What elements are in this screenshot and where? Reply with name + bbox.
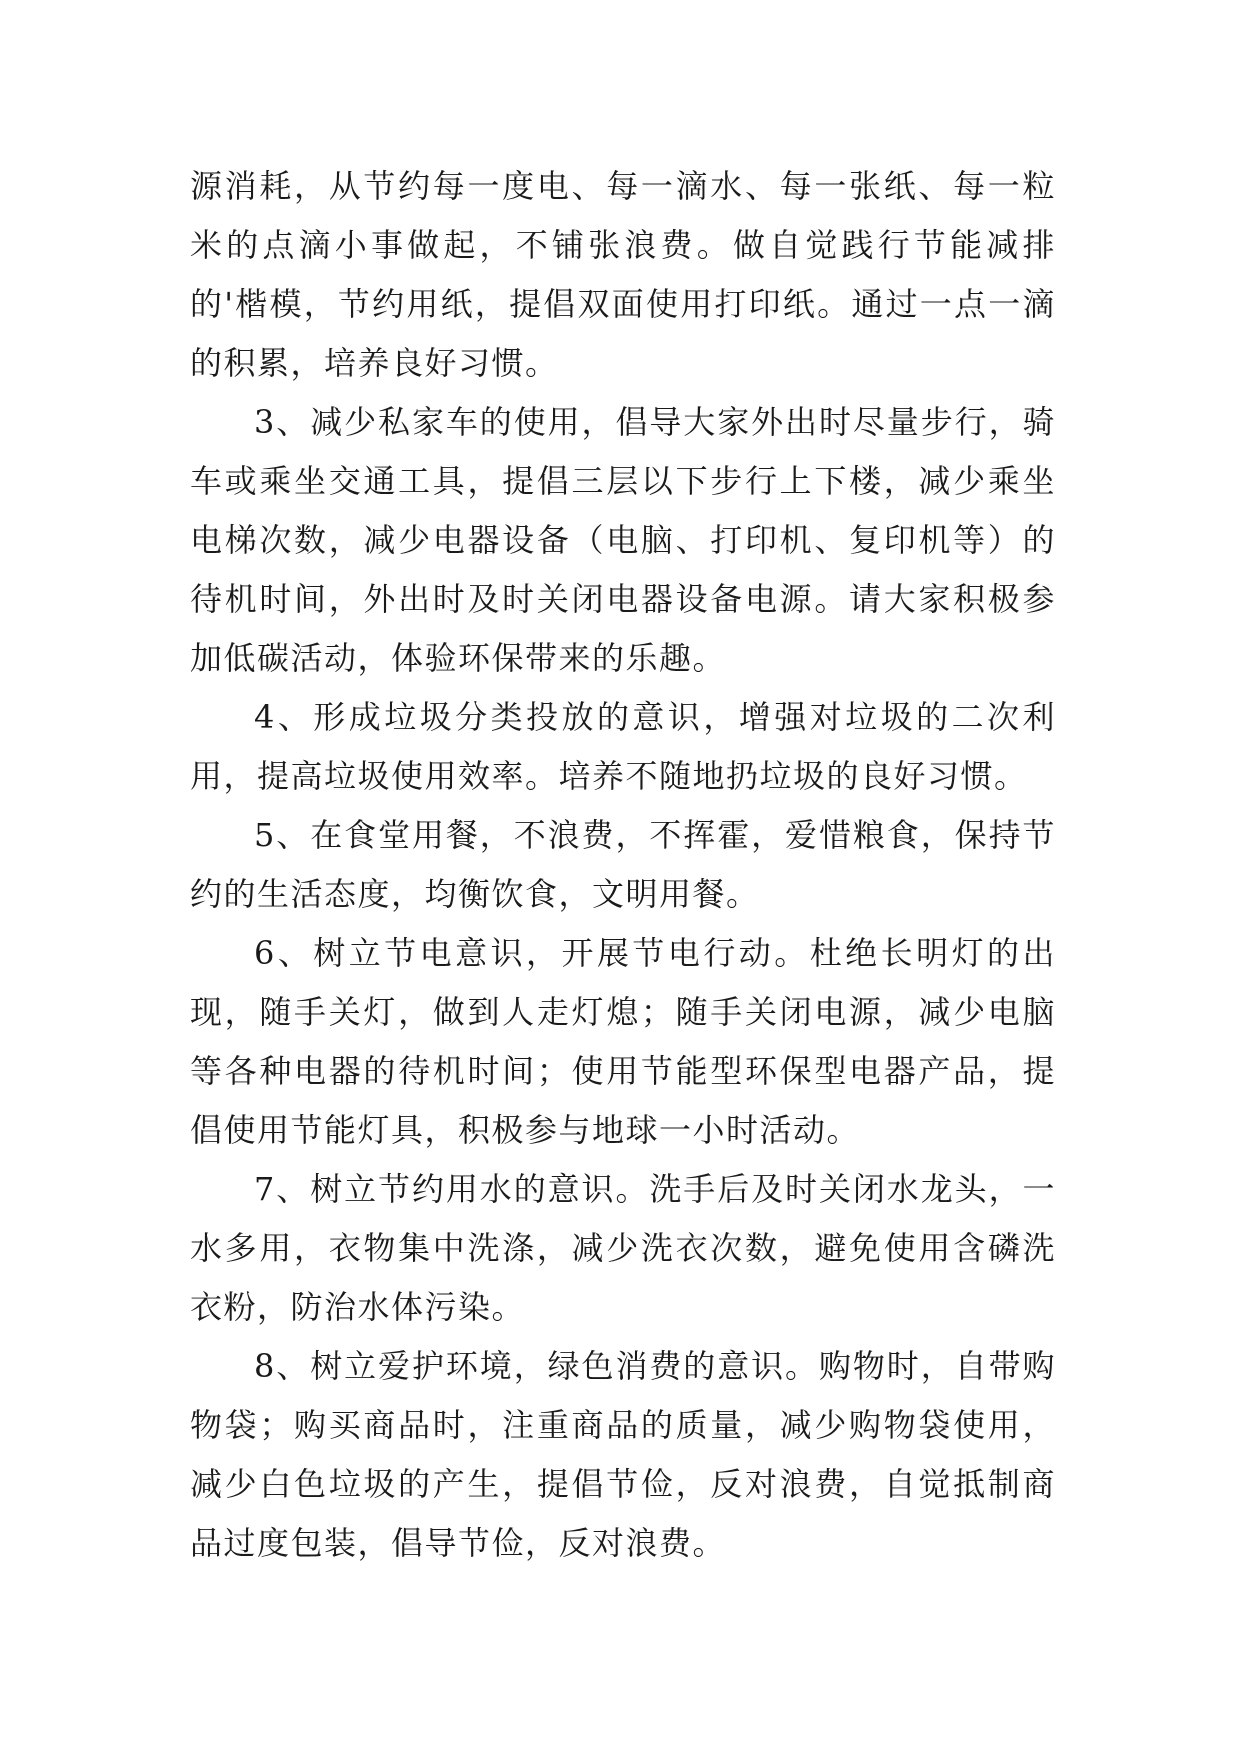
paragraph-continuation: 源消耗，从节约每一度电、每一滴水、每一张纸、每一粒米的点滴小事做起，不铺张浪费。做自觉践行节能减排的'楷模，节约用纸，提倡双面使用打印纸。通过一点一滴的积累，培养良好习惯。 [190, 167, 1056, 382]
paragraph-item-7: 7、树立节约用水的意识。洗手后及时关闭水龙头，一水多用，衣物集中洗涤，减少洗衣次数，避免使用含磷洗衣粉，防治水体污染。 [190, 1170, 1056, 1326]
paragraph-item-5: 5、在食堂用餐，不浪费，不挥霍，爱惜粮食，保持节约的生活态度，均衡饮食，文明用餐。 [190, 816, 1056, 913]
paragraph-item-8: 8、树立爱护环境，绿色消费的意识。购物时，自带购物袋；购买商品时，注重商品的质量，减少购物袋使用，减少白色垃圾的产生，提倡节俭，反对浪费，自觉抵制商品过度包装，倡导节俭，反对浪费。 [190, 1347, 1056, 1562]
paragraph-item-6: 6、树立节电意识，开展节电行动。杜绝长明灯的出现，随手关灯，做到人走灯熄；随手关闭电源，减少电脑等各种电器的待机时间；使用节能型环保型电器产品，提倡使用节能灯具，积极参与地球一小时活动。 [190, 934, 1056, 1149]
paragraph-item-3: 3、减少私家车的使用，倡导大家外出时尽量步行，骑车或乘坐交通工具，提倡三层以下步行上下楼，减少乘坐电梯次数，减少电器设备（电脑、打印机、复印机等）的待机时间，外出时及时关闭电器设备电源。请大家积极参加低碳活动，体验环保带来的乐趣。 [190, 403, 1056, 677]
paragraph-item-4: 4、形成垃圾分类投放的意识，增强对垃圾的二次利用，提高垃圾使用效率。培养不随地扔垃圾的良好习惯。 [190, 698, 1056, 795]
document-body [190, 157, 1056, 1573]
